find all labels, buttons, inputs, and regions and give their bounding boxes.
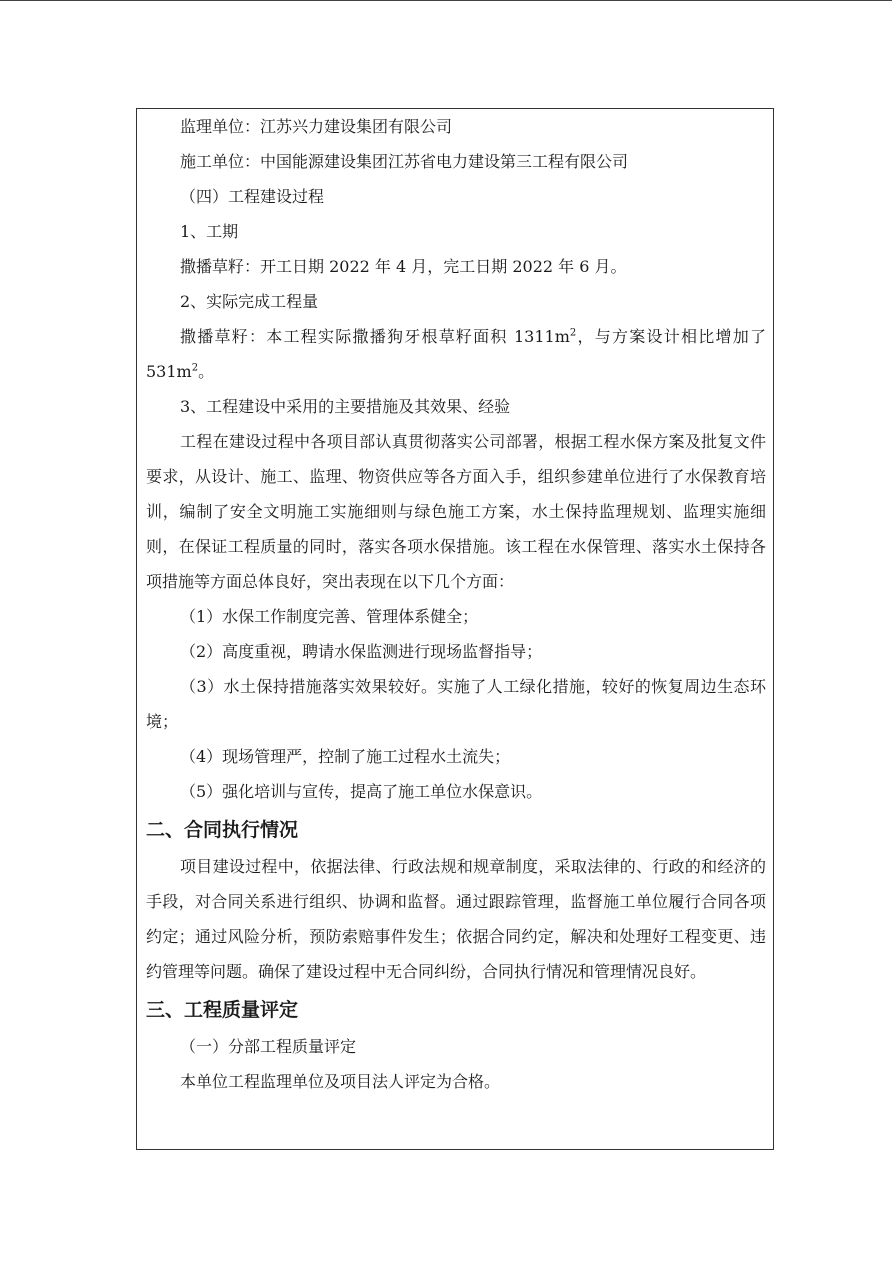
item2-text-c: 。 xyxy=(198,362,215,381)
section4-title: （四）工程建设过程 xyxy=(180,187,325,206)
point-1: （1）水保工作制度完善、管理体系健全； xyxy=(180,607,479,626)
item2-sup-a: 2 xyxy=(569,327,577,339)
point-2: （2）高度重视，聘请水保监测进行现场监督指导； xyxy=(180,642,543,661)
section2-heading: 二、合同执行情况 xyxy=(146,819,299,841)
item1-text: 撒播草籽：开工日期 2022 年 4 月，完工日期 2022 年 6 月。 xyxy=(180,257,627,276)
point-3: （3）水土保持措施落实效果较好。实施了人工绿化措施，较好的恢复周边生态环境； xyxy=(146,677,766,731)
section3-sub1-title: （一）分部工程质量评定 xyxy=(180,1037,357,1056)
item2-sup-b: 2 xyxy=(191,362,199,374)
item2-text-b: ，与方案设计相比增加了 531m xyxy=(146,327,766,381)
item2-text-a: 撒播草籽：本工程实际撒播狗牙根草籽面积 1311m xyxy=(180,327,570,346)
item2-title: 2、实际完成工程量 xyxy=(180,292,319,311)
section3-heading: 三、工程质量评定 xyxy=(146,999,299,1021)
section2-text: 项目建设过程中，依据法律、行政法规和规章制度，采取法律的、行政的和经济的手段，对合同关系进行组织、协调和监督。通过跟踪管理，监督施工单位履行合同各项约定；通过风险分析，预防索赔事件发生；依据合同约定，解决和处理好工程变更、违约管理等问题。确保了建设过程中无合同纠纷，合同执行情况和管理情况良好。 xyxy=(146,857,766,981)
point-4: （4）现场管理严，控制了施工过程水土流失； xyxy=(180,747,511,766)
section3-sub1-text: 本单位工程监理单位及项目法人评定为合格。 xyxy=(180,1072,501,1091)
construction-unit: 施工单位：中国能源建设集团江苏省电力建设第三工程有限公司 xyxy=(180,152,629,171)
document-body xyxy=(146,109,766,1099)
top-rule xyxy=(0,0,892,1)
item2-text xyxy=(146,319,766,389)
item3-text: 工程在建设过程中各项目部认真贯彻落实公司部署，根据工程水保方案及批复文件要求，从设计、施工、监理、物资供应等各方面入手，组织参建单位进行了水保教育培训，编制了安全文明施工实施细则与绿色施工方案，水土保持监理规划、监理实施细则，在保证工程质量的同时，落实各项水保措施。该工程在水保管理、落实水土保持各项措施等方面总体良好，突出表现在以下几个方面： xyxy=(146,432,766,591)
supervision-unit: 监理单位：江苏兴力建设集团有限公司 xyxy=(180,117,453,136)
item3-title: 3、工程建设中采用的主要措施及其效果、经验 xyxy=(180,397,511,416)
item1-title: 1、工期 xyxy=(180,222,239,241)
point-5: （5）强化培训与宣传，提高了施工单位水保意识。 xyxy=(180,782,543,801)
